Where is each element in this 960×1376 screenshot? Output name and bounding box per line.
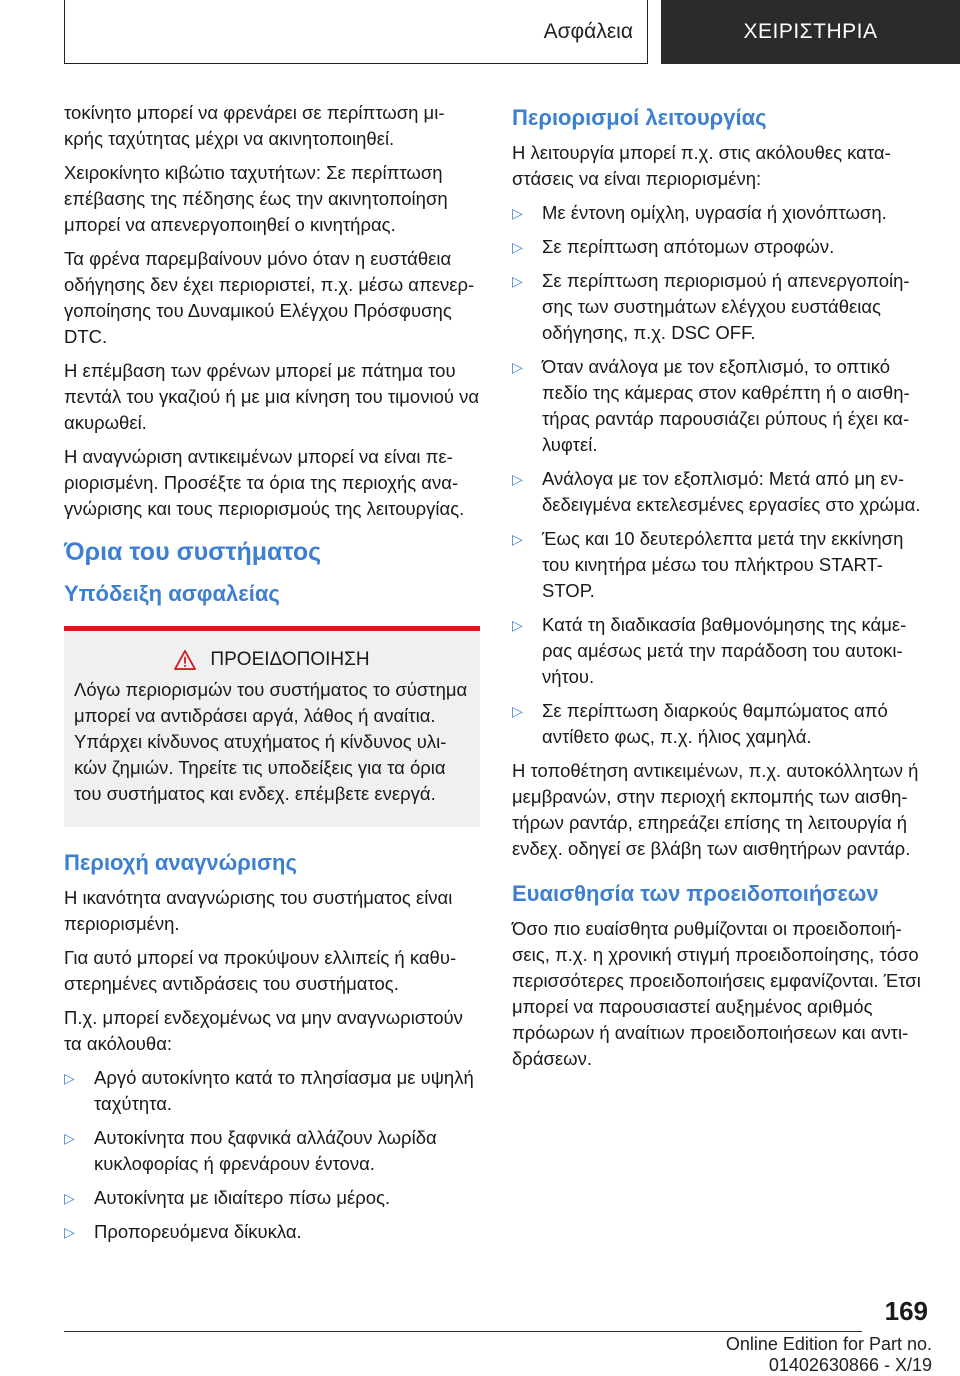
function-limits-list [512, 200, 928, 750]
safety-note-heading: Υπόδειξη ασφαλείας [64, 581, 280, 606]
intro-paragraph: Τα φρένα παρεμβαίνουν μόνο όταν η ευστάθεια οδήγησης δεν έχει περιοριστεί, π.χ. μέσω απενερ-γοποίησης του Δυναμικού Ελέγχου Πρόσφυσης DTC. [64, 248, 475, 347]
left-column [64, 100, 480, 1253]
triangle-bullet-icon: ▷ [512, 273, 523, 289]
section-label: Ασφάλεια [64, 0, 648, 64]
radar-sensor-paragraph: Η τοποθέτηση αντικειμένων, π.χ. αυτοκόλλητων ή μεμβρανών, στην περιοχή εκπομπής των αισθη-τήρων ραντάρ, επηρεάζει επίσης τη λειτουργία ή ενδεχ. οδηγεί σε βλάβη των αισθητήρων ραντάρ. [512, 760, 919, 859]
triangle-bullet-icon: ▷ [512, 359, 523, 375]
list-item: ▷ Κατά τη διαδικασία βαθμονόμησης της κάμε-ρας αμέσως μετά την παράδοση του αυτοκι-νήτου. [512, 614, 907, 687]
intro-paragraph: τοκίνητο μπορεί να φρενάρει σε περίπτωση μι-κρής ταχύτητας μέχρι να ακινητοποιηθεί. [64, 102, 445, 149]
warning-sensitivity-paragraph: Όσο πιο ευαίσθητα ρυθμίζονται οι προειδοποιή-σεις, π.χ. η χρονική στιγμή προειδοποίησης, τόσο περισσότερες προειδοποιήσεις εμφανίζονται. Έτσι μπορεί να παρουσιαστεί αυξημένος αριθμός πρόωρων ή αναίτιων προειδοποιήσεων και αντι-δράσεων. [512, 918, 921, 1069]
detection-paragraph: Η ικανότητα αναγνώρισης του συστήματος είναι περιορισμένη. [64, 887, 453, 934]
warning-triangle-icon [174, 650, 196, 670]
page-number: 169 [884, 1296, 928, 1326]
intro-paragraph: Η επέμβαση των φρένων μπορεί με πάτημα του πεντάλ του γκαζιού ή με μια κίνηση του τιμονιού να ακυρωθεί. [64, 360, 480, 433]
triangle-bullet-icon: ▷ [64, 1130, 75, 1146]
triangle-bullet-icon: ▷ [64, 1190, 75, 1206]
list-item: ▷ Αργό αυτοκίνητο κατά το πλησίασμα με υψηλή ταχύτητα. [64, 1067, 474, 1114]
chapter-tab: ΧΕΙΡΙΣΤΗΡΙΑ [661, 0, 960, 64]
triangle-bullet-icon: ▷ [64, 1224, 75, 1240]
footer-edition: Online Edition for Part no. 01402630866 - X/19 [725, 1334, 932, 1375]
triangle-bullet-icon: ▷ [512, 703, 523, 719]
list-item: ▷ Σε περίπτωση περιορισμού ή απενεργοποίη-σης των συστημάτων ελέγχου ευστάθειας οδήγησης, π.χ. DSC OFF. [512, 270, 910, 343]
triangle-bullet-icon: ▷ [512, 239, 523, 255]
detection-paragraph: Για αυτό μπορεί να προκύψουν ελλιπείς ή καθυ-στερημένες αντιδράσεις του συστήματος. [64, 947, 457, 994]
function-limits-paragraph: Η λειτουργία μπορεί π.χ. στις ακόλουθες κατα-στάσεις να είναι περιορισμένη: [512, 142, 891, 189]
function-limits-heading: Περιορισμοί λειτουργίας [512, 105, 767, 130]
detection-area-heading: Περιοχή αναγνώρισης [64, 850, 297, 875]
triangle-bullet-icon: ▷ [512, 205, 523, 221]
warning-text: Λόγω περιορισμών του συστήματος το σύστημα μπορεί να αντιδράσει αργά, λάθος ή αναίτια. Υπάρχει κίνδυνος ατυχήματος ή κίνδυνος υλι-κών ζημιών. Τηρείτε τις υποδείξεις για τα όρια του συστήματος και ενδεχ. επέμβετε ενεργά. [74, 679, 468, 804]
list-item: ▷ Ανάλογα με τον εξοπλισμό: Μετά από μη εν-δεδειγμένα εκτελεσμένες εργασίες στο χρώμα. [512, 468, 921, 515]
intro-paragraph: Η αναγνώριση αντικειμένων μπορεί να είναι πε-ριορισμένη. Προσέξτε τα όρια της περιοχής ανα-γνώρισης και τους περιορισμούς της λειτουργίας. [64, 446, 465, 519]
list-item: ▷ Με έντονη ομίχλη, υγρασία ή χιονόπτωση. [512, 200, 928, 226]
intro-paragraph: Χειροκίνητο κιβώτιο ταχυτήτων: Σε περίπτωση επέβασης της πέδησης έως την ακινητοποίηση μπορεί να απενεργοποιηθεί ο κινητήρας. [64, 162, 448, 235]
list-item: ▷ Σε περίπτωση απότομων στροφών. [512, 234, 928, 260]
list-item: ▷ Όταν ανάλογα με τον εξοπλισμό, το οπτικό πεδίο της κάμερας στον καθρέπτη ή ο αισθη-τήρας ραντάρ παρουσιάζει ρύπους ή έχει κα-λυφτεί. [512, 356, 910, 455]
list-item: ▷ Αυτοκίνητα που ξαφνικά αλλάζουν λωρίδα κυκλοφορίας ή φρενάρουν έντονα. [64, 1127, 437, 1174]
warning-sensitivity-heading: Ευαισθησία των προειδοποιήσεων [512, 881, 879, 906]
right-column [512, 100, 928, 1080]
triangle-bullet-icon: ▷ [512, 471, 523, 487]
warning-title-row [74, 649, 470, 671]
list-item: ▷ Αυτοκίνητα με ιδιαίτερο πίσω μέρος. [64, 1185, 480, 1211]
page-header [64, 0, 960, 64]
warning-title: ΠΡΟΕΙΔΟΠΟΙΗΣΗ [210, 649, 370, 670]
triangle-bullet-icon: ▷ [512, 617, 523, 633]
list-item: ▷ Σε περίπτωση διαρκούς θαμπώματος από αντίθετο φως, π.χ. ήλιος χαμηλά. [512, 700, 888, 747]
detection-list [64, 1065, 480, 1245]
warning-box [64, 626, 480, 827]
system-limits-heading: Όρια του συστήματος [64, 538, 322, 566]
triangle-bullet-icon: ▷ [512, 531, 523, 547]
list-item: ▷ Προπορευόμενα δίκυκλα. [64, 1219, 480, 1245]
detection-paragraph: Π.χ. μπορεί ενδεχομένως να μην αναγνωριστούν τα ακόλουθα: [64, 1007, 463, 1054]
footer-divider [64, 1331, 862, 1332]
triangle-bullet-icon: ▷ [64, 1070, 75, 1086]
list-item: ▷ Έως και 10 δευτερόλεπτα μετά την εκκίνηση του κινητήρα μέσω του πλήκτρου START-STOP. [512, 528, 904, 601]
